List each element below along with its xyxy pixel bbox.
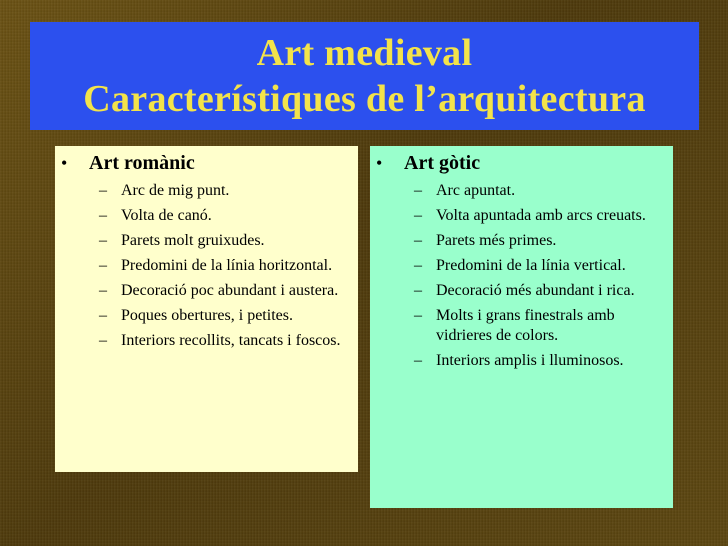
romanesque-heading-row: [61, 152, 348, 175]
romanesque-column: [55, 146, 358, 472]
list-item: – Arc de mig punt.: [99, 182, 230, 199]
list-item: – Interiors amplis i lluminosos.: [414, 352, 624, 369]
dash-icon: –: [99, 257, 107, 274]
list-item: – Molts i grans finestrals amb vidrieres de colors.: [414, 307, 615, 344]
slide-subtitle: Característiques de l’arquitectura: [83, 78, 646, 120]
dash-icon: –: [414, 352, 422, 369]
dash-icon: –: [414, 232, 422, 249]
list-item: – Predomini de la línia vertical.: [414, 257, 626, 274]
list-item: – Arc apuntat.: [414, 182, 516, 199]
list-item: – Poques obertures, i petites.: [99, 307, 293, 324]
bullet-icon: •: [61, 153, 68, 173]
bullet-icon: •: [376, 153, 383, 173]
list-item: – Decoració poc abundant i austera.: [99, 282, 339, 299]
dash-icon: –: [99, 232, 107, 249]
list-item: – Parets molt gruixudes.: [99, 232, 265, 249]
list-item: – Decoració més abundant i rica.: [414, 282, 635, 299]
list-item: – Predomini de la línia horitzontal.: [99, 257, 333, 274]
gothic-heading-row: [376, 152, 663, 175]
dash-icon: –: [414, 307, 422, 324]
slide-title: Art medieval: [256, 32, 473, 74]
dash-icon: –: [414, 207, 422, 224]
dash-icon: –: [414, 282, 422, 299]
romanesque-heading: Art romànic: [89, 152, 195, 174]
romanesque-list: [61, 181, 348, 351]
list-item: – Parets més primes.: [414, 232, 557, 249]
list-item: – Volta apuntada amb arcs creuats.: [414, 207, 646, 224]
dash-icon: –: [99, 282, 107, 299]
dash-icon: –: [414, 257, 422, 274]
dash-icon: –: [99, 332, 107, 349]
list-item: – Volta de canó.: [99, 207, 212, 224]
dash-icon: –: [99, 307, 107, 324]
dash-icon: –: [414, 182, 422, 199]
gothic-list: [376, 181, 663, 371]
slide-title-box: [30, 22, 699, 130]
dash-icon: –: [99, 207, 107, 224]
list-item: – Interiors recollits, tancats i foscos.: [99, 332, 341, 349]
gothic-column: [370, 146, 673, 508]
gothic-heading: Art gòtic: [404, 152, 481, 174]
dash-icon: –: [99, 182, 107, 199]
